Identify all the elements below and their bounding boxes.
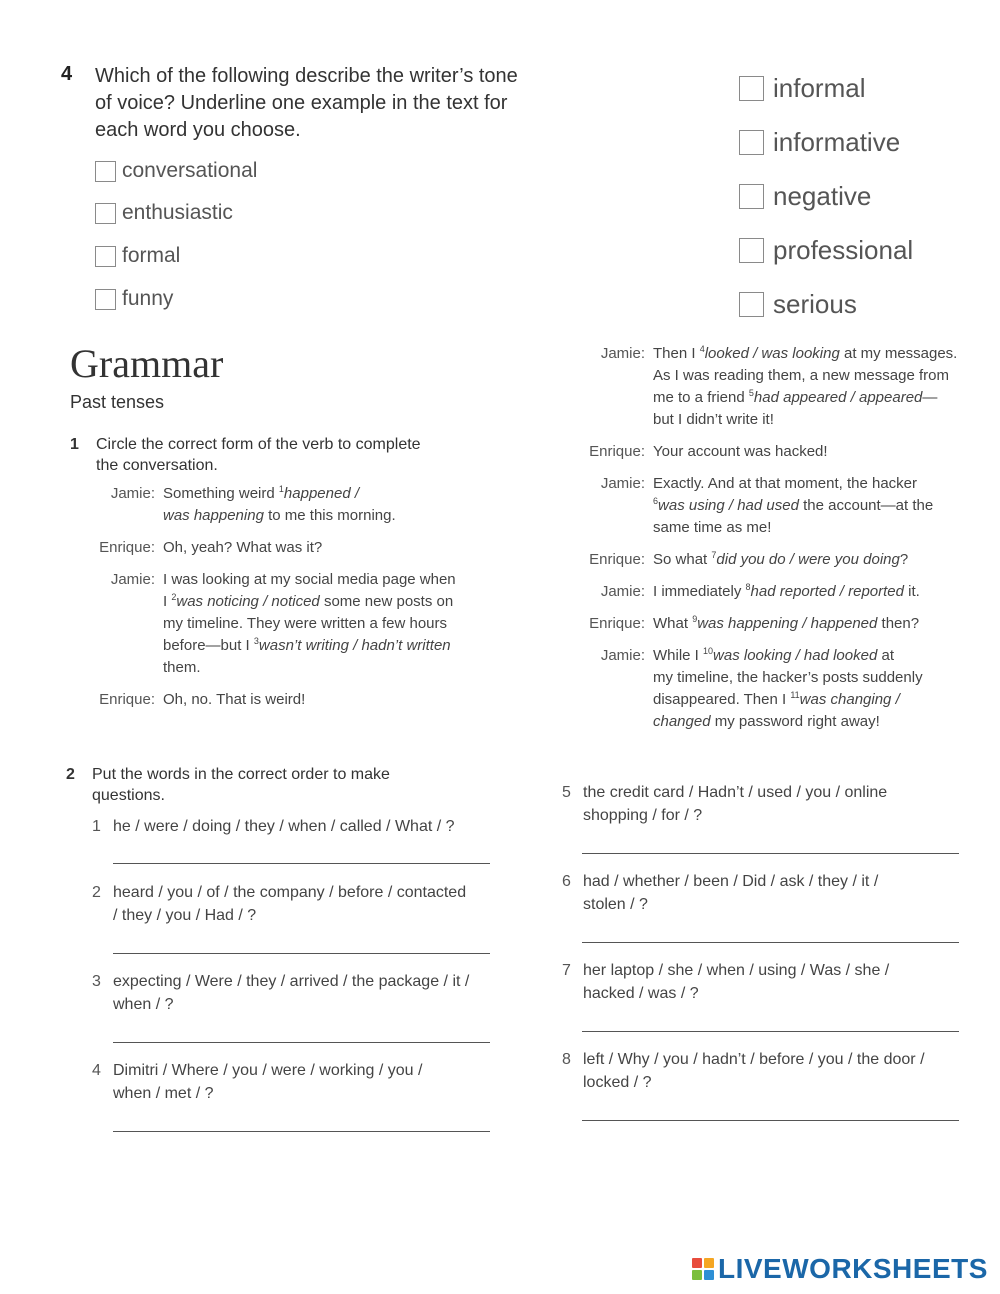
question-item-3: 3 expecting / Were / they / arrived / the package / it / when / ? — [92, 973, 470, 1013]
option-label: informal — [773, 72, 866, 103]
dialogue-line: Enrique: Oh, yeah? What was it? — [99, 539, 323, 556]
answer-line-3[interactable] — [113, 1042, 490, 1043]
question-item-4: 4 Dimitri / Where / you / were / working / you / when / met / ? — [92, 1062, 423, 1102]
dialogue-line: Jamie: I immediately $^8$had reported / reported it. — [600, 582, 920, 600]
checkbox[interactable] — [739, 292, 764, 317]
dialogue-line: my timeline. They were written a few hours — [163, 615, 447, 632]
answer-line-7[interactable] — [582, 1031, 959, 1032]
checkbox[interactable] — [95, 161, 116, 182]
option-informative[interactable] — [739, 125, 900, 159]
answer-line-4[interactable] — [113, 1131, 490, 1132]
question-item-2: 2 heard / you / of / the company / before / contacted / they / you / Had / ? — [92, 884, 467, 924]
dialogue-line: was happening to me this morning. — [163, 507, 396, 524]
q2-prompt-line: Put the words in the correct order to make — [92, 766, 390, 783]
dialogue-line: before—but I $^3$wasn’t writing / hadn’t written — [163, 636, 451, 654]
option-serious[interactable] — [739, 287, 857, 321]
q4-number: 4 — [61, 63, 73, 85]
verb-choice[interactable]: was happening / happened — [697, 615, 878, 632]
answer-line-1[interactable] — [113, 863, 490, 864]
q4-prompt-line: each word you choose. — [95, 119, 301, 141]
option-informal[interactable] — [739, 71, 865, 105]
checkbox[interactable] — [95, 289, 116, 310]
option-conversational[interactable] — [95, 158, 257, 184]
verb-choice[interactable]: changed — [653, 713, 711, 730]
answer-line-8[interactable] — [582, 1120, 959, 1121]
verb-choice[interactable]: was looking / had looked — [713, 647, 878, 664]
option-label: funny — [122, 287, 174, 310]
checkbox[interactable] — [95, 203, 116, 224]
q1-prompt-line: Circle the correct form of the verb to complete — [96, 436, 421, 453]
option-label: professional — [773, 234, 914, 265]
logo-text: LIVEWORKSHEETS — [718, 1253, 988, 1284]
q2-number: 2 — [66, 766, 75, 783]
dialogue-line: Enrique: Oh, no. That is weird! — [99, 691, 306, 708]
dialogue-line: Enrique: Your account was hacked! — [589, 443, 828, 460]
checkbox[interactable] — [95, 246, 116, 267]
question-item-1: 1 he / were / doing / they / when / called / What / ? — [92, 818, 455, 835]
question-item-5: 5 the credit card / Hadn’t / used / you / online shopping / for / ? — [562, 784, 888, 824]
q2-prompt — [66, 764, 486, 806]
checkbox[interactable] — [739, 130, 764, 155]
dialogue-left — [72, 483, 512, 711]
question-item-6: 6 had / whether / been / Did / ask / they / it / stolen / ? — [562, 873, 879, 913]
logo-mark-icon — [692, 1258, 714, 1280]
dialogue-line: them. — [163, 659, 201, 676]
dialogue-line: Enrique: What $^9$was happening / happened then? — [589, 614, 920, 632]
verb-choice[interactable]: wasn’t writing / hadn’t written — [258, 637, 451, 654]
verb-choice[interactable]: had appeared / appeared — [753, 389, 923, 406]
verb-choice[interactable]: had reported / reported — [750, 583, 904, 600]
section-title: Grammar — [70, 341, 224, 386]
dialogue-line: Jamie: While I $^{10}$was looking / had looked at — [600, 646, 894, 664]
q1-prompt — [70, 434, 490, 476]
dialogue-line: disappeared. Then I $^{11}$was changing / — [653, 690, 900, 708]
dialogue-line: changed my password right away! — [653, 713, 880, 730]
dialogue-line: but I didn’t write it! — [653, 411, 774, 428]
dialogue-line: me to a friend $^5$had appeared / appeared— — [653, 388, 938, 406]
checkbox[interactable] — [739, 238, 764, 263]
verb-choice[interactable]: was changing / — [799, 691, 900, 708]
q1-number: 1 — [70, 436, 79, 453]
dialogue-line: $^6$was using / had used the account—at the — [653, 496, 934, 514]
dialogue-line: As I was reading them, a new message from — [653, 367, 949, 384]
checkbox[interactable] — [739, 184, 764, 209]
option-funny[interactable] — [95, 286, 173, 312]
q2-prompt-line: questions. — [92, 787, 165, 804]
answer-line-2[interactable] — [113, 953, 490, 954]
option-label: formal — [122, 244, 181, 267]
dialogue-line: Enrique: So what $^7$did you do / were you doing? — [589, 550, 909, 568]
option-label: serious — [773, 288, 857, 319]
q4-prompt-line: Which of the following describe the writer’s tone — [95, 65, 518, 87]
option-label: informative — [773, 126, 901, 157]
verb-choice[interactable]: was noticing / noticed — [176, 593, 320, 610]
option-label: enthusiastic — [122, 201, 233, 224]
checkbox[interactable] — [739, 76, 764, 101]
q4-prompt — [95, 63, 655, 144]
dialogue-line: I $^2$was noticing / noticed some new posts on — [163, 592, 454, 610]
dialogue-right — [562, 343, 982, 733]
question-item-7: 7 her laptop / she / when / using / Was / she / hacked / was / ? — [562, 962, 890, 1002]
option-formal[interactable] — [95, 243, 180, 269]
answer-line-6[interactable] — [582, 942, 959, 943]
verb-choice[interactable]: happened / — [283, 485, 359, 502]
dialogue-line: same time as me! — [653, 519, 772, 536]
q1-prompt-line: the conversation. — [96, 457, 218, 474]
section-subtitle: Past tenses — [70, 392, 165, 412]
dialogue-line: Jamie: I was looking at my social media page when — [110, 571, 456, 588]
liveworksheets-logo — [692, 1253, 988, 1285]
dialogue-line: my timeline, the hacker’s posts suddenly — [653, 669, 923, 686]
dialogue-line: Jamie: Exactly. And at that moment, the hacker — [600, 475, 918, 492]
verb-choice[interactable]: was happening — [163, 507, 264, 524]
verb-choice[interactable]: did you do / were you doing — [716, 551, 900, 568]
dialogue-line: Jamie: Then I $^4$looked / was looking at my messages. — [600, 344, 958, 362]
option-label: conversational — [122, 159, 258, 182]
option-negative[interactable] — [739, 179, 871, 213]
answer-line-5[interactable] — [582, 853, 959, 854]
option-label: negative — [773, 180, 872, 211]
dialogue-line: Jamie: Something weird $^1$happened / — [110, 484, 359, 502]
question-item-8: 8 left / Why / you / hadn’t / before / you / the door / locked / ? — [562, 1051, 925, 1091]
q4-prompt-line: of voice? Underline one example in the text for — [95, 92, 508, 114]
option-professional[interactable] — [739, 233, 913, 267]
verb-choice[interactable]: looked / was looking — [704, 345, 840, 362]
verb-choice[interactable]: was using / had used — [658, 497, 799, 514]
option-enthusiastic[interactable] — [95, 200, 233, 226]
